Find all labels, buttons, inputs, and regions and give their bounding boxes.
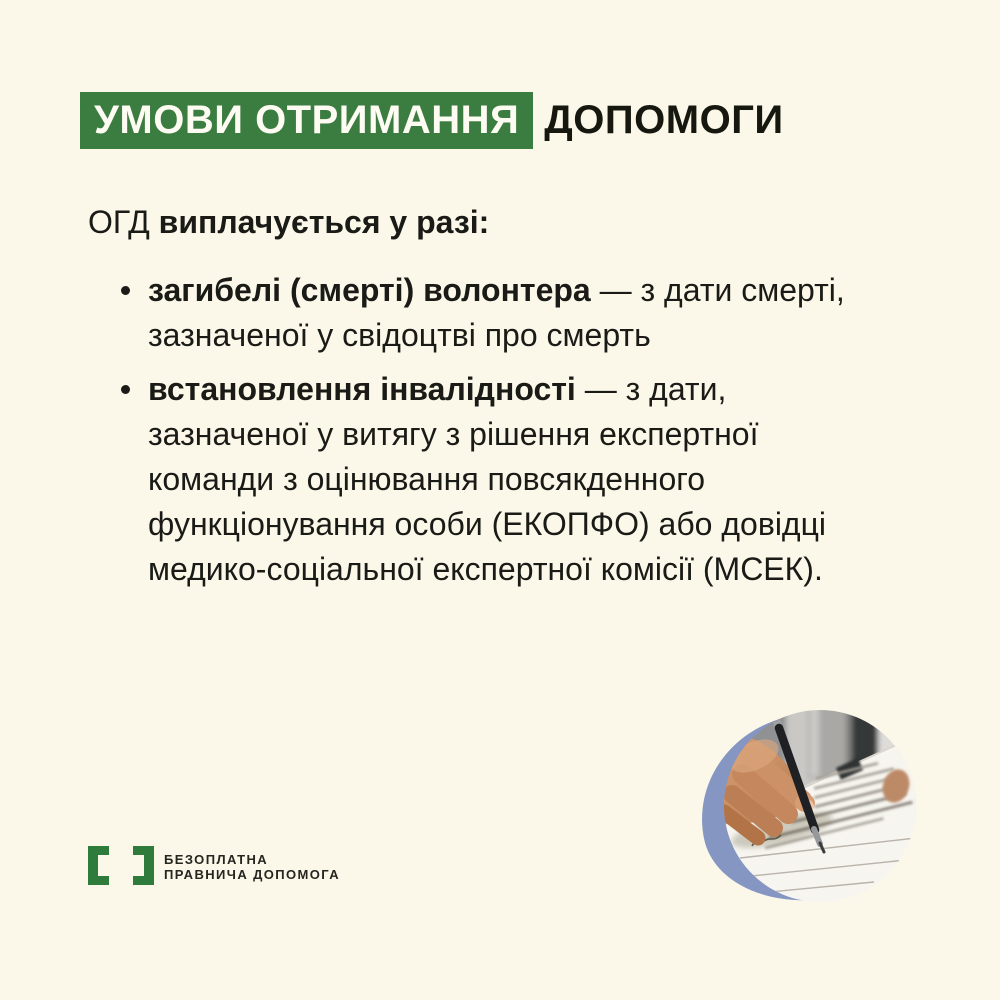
- bullet-list: [118, 268, 948, 601]
- title-rest: ДОПОМОГИ: [544, 98, 784, 142]
- bullet-text: — з дати смерті, зазначеної у свідоцтві про смерть: [148, 272, 845, 353]
- bullet-emphasis: встановлення інвалідності: [148, 371, 576, 407]
- bullet-item-disability: [118, 367, 868, 592]
- left-bracket: [88, 846, 109, 885]
- photo-decoration: [700, 704, 924, 906]
- signing-photo: [724, 710, 916, 902]
- right-bracket: [133, 846, 154, 885]
- intro-emphasis: виплачується у разі:: [158, 204, 490, 240]
- brand-name-line2: ПРАВНИЧА ДОПОМОГА: [164, 866, 341, 882]
- title-highlight: УМОВИ ОТРИМАННЯ: [80, 92, 533, 149]
- page-title: [80, 92, 784, 149]
- bullet-item-death: [118, 268, 948, 358]
- brand-logo: [88, 846, 340, 885]
- brackets-icon: [88, 846, 154, 885]
- bullet-emphasis: загибелі (смерті) волонтера: [148, 272, 591, 308]
- intro-prefix: ОГД: [88, 204, 150, 240]
- brand-name: [164, 850, 340, 882]
- intro-line: [88, 200, 489, 245]
- brand-name-line1: БЕЗОПЛАТНА: [164, 851, 269, 867]
- bullet-text: — з дати, зазначеної у витягу з рішення експертної команди з оцінювання повсякденного функціонування особи (ЕКОПФО) або довідці медико-соціальної експертної комісії (МСЕК).: [148, 371, 827, 587]
